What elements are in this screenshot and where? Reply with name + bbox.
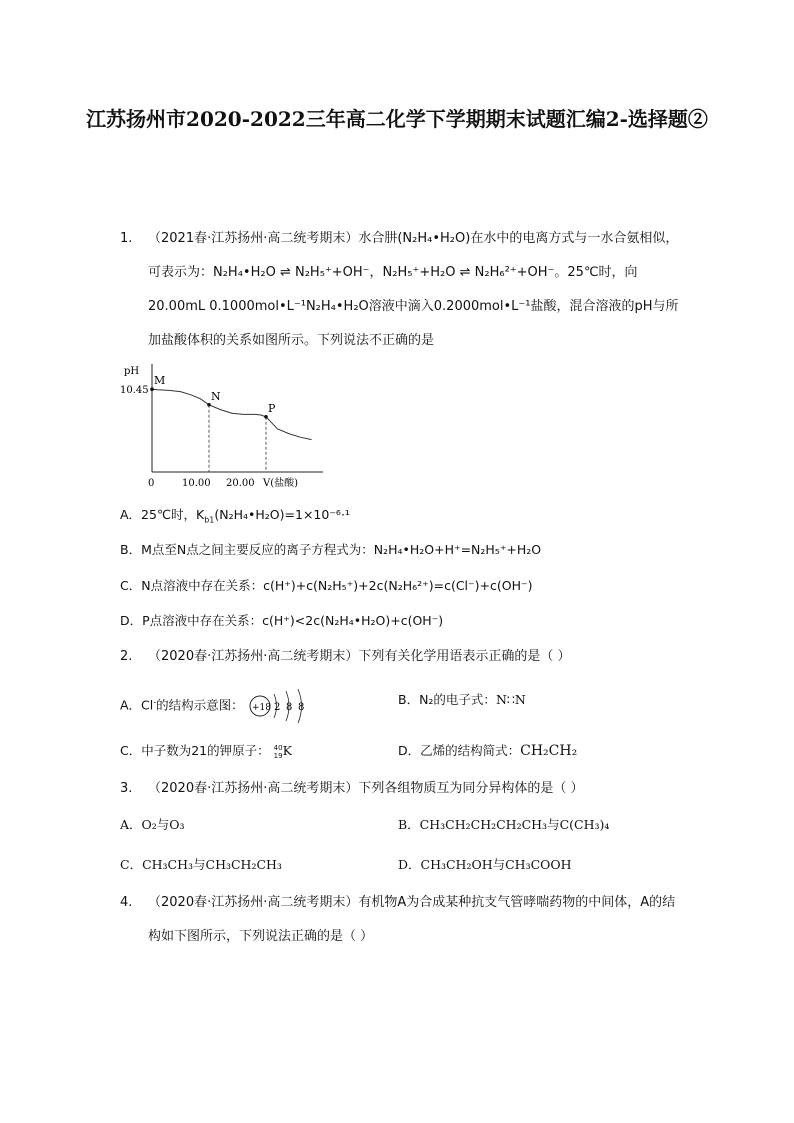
stem-text-b: N₂H₅⁺+OH⁻，N₂H₅⁺+H₂O	[295, 265, 456, 280]
question-stem: （2020春·江苏扬州·高二统考期末）下列有关化学用语表示正确的是（ ）	[148, 649, 571, 664]
point-label-m: M	[154, 374, 166, 388]
stem-text-d: 20.00mL 0.1000mol•L⁻¹N₂H₄•H₂O溶液中滴入0.2000mol•L⁻¹盐酸，混合溶液的pH与所加盐酸体积的关系如图所示。下列说法不正确的是	[148, 299, 679, 348]
x-tick-label-0: 0	[148, 478, 155, 489]
question-number: 3.	[120, 781, 133, 796]
point-p	[264, 415, 268, 419]
shell-3: 8	[297, 702, 305, 713]
question-2	[120, 640, 680, 674]
question-source: （2020春·江苏扬州·高二统考期末）	[148, 895, 359, 910]
q3-option-c: C．CH₃CH₃与CH₃CH₂CH₃	[120, 857, 282, 872]
y-axis-label: pH	[124, 366, 140, 377]
question-source: （2020春·江苏扬州·高二统考期末）	[148, 781, 359, 796]
question-4	[120, 886, 680, 954]
q2-option-b: B．N₂的电子式：N∷N	[398, 692, 526, 707]
stem-text-c: N₂H₆²⁺+OH⁻。25℃时，向	[474, 265, 638, 280]
q3-option-d: D．CH₃CH₂OH与CH₃COOH	[398, 857, 572, 872]
q1-option-c: C．N点溶液中存在关系：c(H⁺)+c(N₂H₅⁺)+2c(N₂H₆²⁺)=c(Cl⁻)+c(OH⁻)	[120, 578, 533, 593]
x-axis-label: V(盐酸)	[263, 478, 299, 489]
question-source: （2021春·江苏扬州·高二统考期末）	[148, 231, 359, 246]
q2-option-c: C．中子数为21的钾原子： 40 19K	[120, 743, 292, 760]
question-number: 2.	[120, 649, 133, 664]
question-stem: （2020春·江苏扬州·高二统考期末）下列各组物质互为同分异构体的是（ ）	[148, 781, 584, 796]
shell-2: 8	[285, 702, 293, 713]
nucleus-charge: +18	[251, 703, 271, 713]
point-label-p: P	[268, 401, 276, 415]
q2-option-d: D．乙烯的结构简式：CH₂CH₂	[398, 743, 578, 759]
titration-chart	[118, 360, 328, 490]
question-source: （2020春·江苏扬州·高二统考期末）	[148, 649, 359, 664]
question-1	[120, 222, 680, 358]
question-number: 4.	[120, 895, 133, 910]
point-label-n: N	[211, 389, 221, 403]
question-stem	[148, 222, 680, 358]
x-tick-label-20: 20.00	[226, 478, 255, 489]
point-m	[150, 387, 154, 391]
q3-option-a: A．O₂与O₃	[120, 817, 185, 832]
question-stem: （2020春·江苏扬州·高二统考期末）有机物A为合成某种抗支气管哮喘药物的中间体，A的结构如下图所示，下列说法正确的是（ ）	[148, 895, 676, 944]
page-title: 江苏扬州市2020-2022三年高二化学下学期期末试题汇编2-选择题②	[86, 107, 708, 131]
ph-curve	[152, 389, 312, 439]
shell-1: 2	[273, 702, 281, 713]
q1-option-b: B．M点至N点之间主要反应的离子方程式为：N₂H₄•H₂O+H⁺=N₂H₅⁺+H₂O	[120, 542, 542, 557]
q3-option-b: B．CH₃CH₂CH₂CH₂CH₃与C(CH₃)₄	[398, 817, 610, 832]
atom-structure-diagram	[248, 688, 318, 724]
question-3	[120, 772, 680, 806]
q1-option-a: A．25℃时，$K_{b1}(N_2H_4•H_2O)=1\times 10^{-6}\cdot^1$	[120, 507, 350, 525]
equilibrium-arrow-icon: ⇌	[459, 265, 471, 280]
stem-text-a: 水合肼(N₂H₄•H₂O)在水中的电离方式与一水合氨相似，可表示为：N₂H₄•H₂O	[148, 231, 679, 280]
equilibrium-arrow-icon: ⇌	[279, 265, 291, 280]
x-tick-label-10: 10.00	[182, 478, 211, 489]
question-number: 1.	[120, 231, 133, 246]
q2-option-a: A．Cl-的结构示意图： +18 2 8 8	[120, 688, 318, 724]
point-n	[207, 403, 211, 407]
y-tick-label: 10.45	[120, 385, 149, 396]
electron-formula: N∷N	[495, 692, 526, 707]
q1-option-d: D．P点溶液中存在关系：c(H⁺)<2c(N₂H₄•H₂O)+c(OH⁻)	[120, 613, 444, 628]
